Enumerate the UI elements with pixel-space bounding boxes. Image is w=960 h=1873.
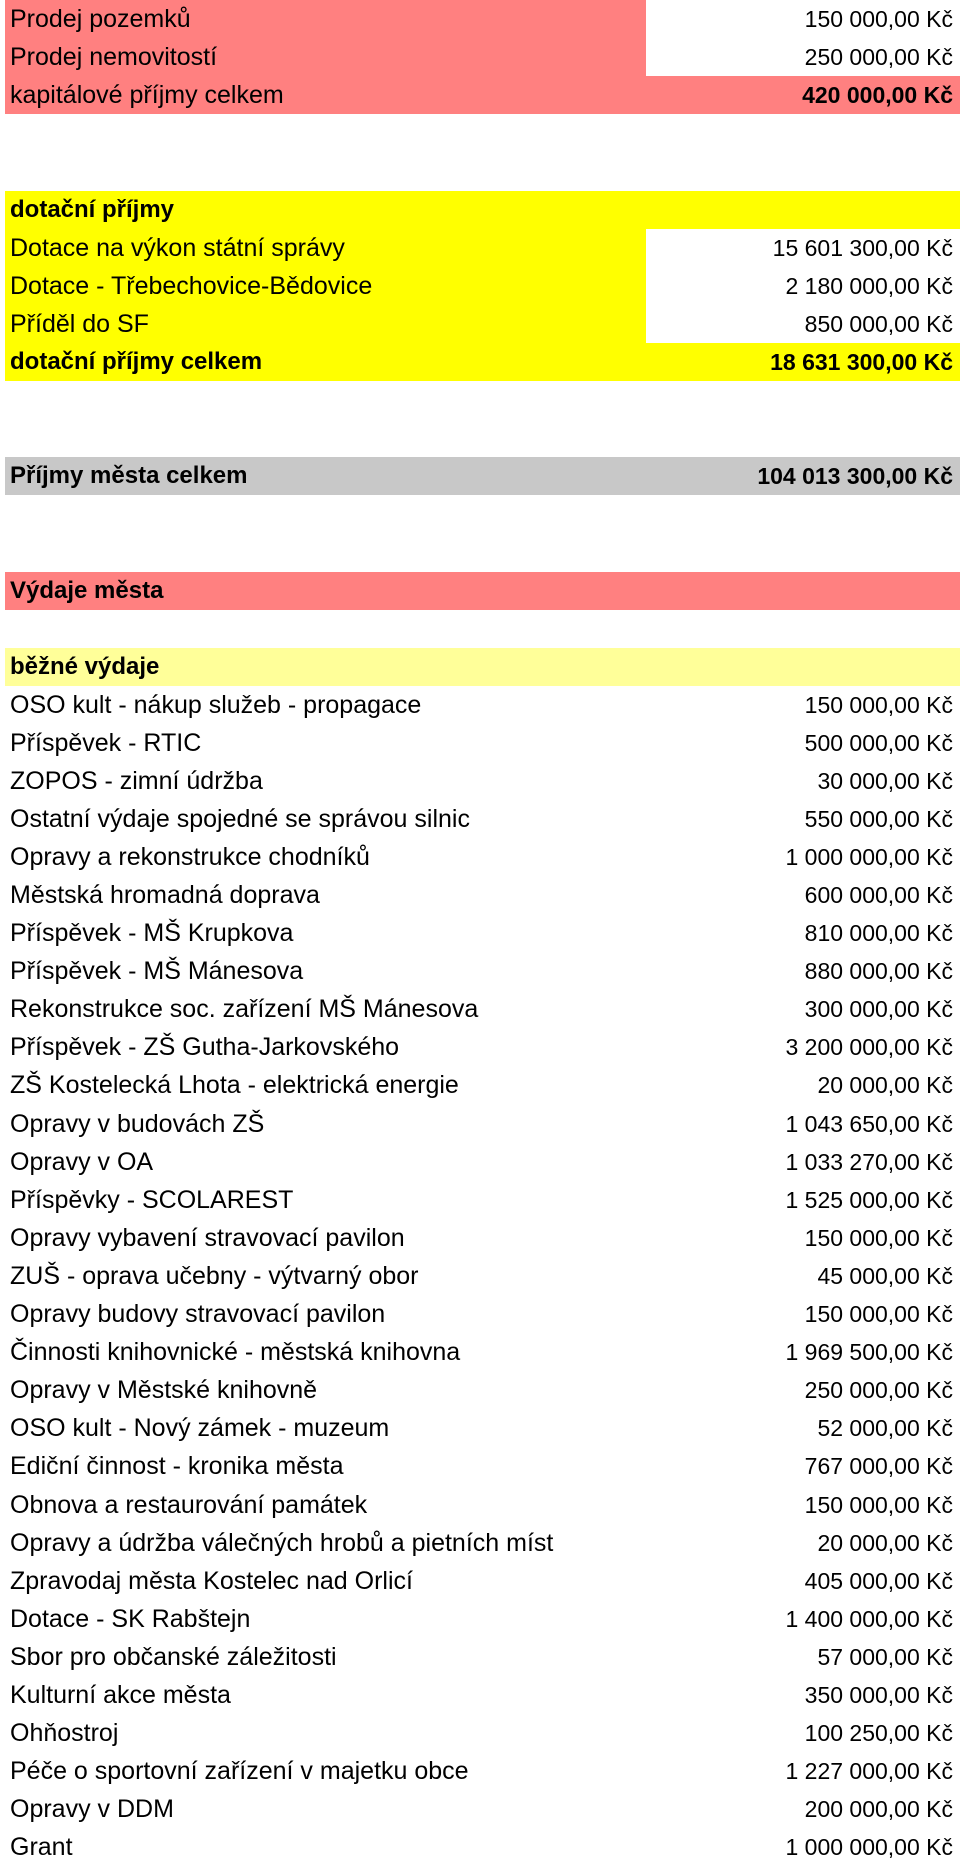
expense-label: Opravy vybavení stravovací pavilon [10, 1223, 405, 1252]
expense-value: 405 000,00 Kč [804, 1567, 953, 1594]
expense-row [5, 1105, 960, 1143]
expense-row [5, 1600, 960, 1638]
expense-label: Opravy v budovách ZŠ [10, 1109, 265, 1138]
expense-label: Kulturní akce města [10, 1680, 231, 1709]
row-label: Příděl do SF [5, 305, 646, 343]
row-label: Dotace - Třebechovice-Bědovice [5, 267, 646, 305]
expense-row [5, 1486, 960, 1524]
expense-label: ZŠ Kostelecká Lhota - elektrická energie [10, 1071, 459, 1100]
expense-label: Opravy v Městské knihovně [10, 1376, 318, 1405]
expense-value: 500 000,00 Kč [804, 729, 953, 756]
expense-value: 1 525 000,00 Kč [785, 1186, 953, 1213]
expense-value: 150 000,00 Kč [804, 1491, 953, 1518]
expense-label: Péče o sportovní zařízení v majetku obce [10, 1757, 469, 1786]
expense-row [5, 1410, 960, 1448]
expense-row [5, 762, 960, 800]
row-value: 150 000,00 Kč [804, 6, 953, 32]
expense-label: Příspěvek - MŠ Mánesova [10, 957, 304, 986]
expense-row [5, 1372, 960, 1410]
expense-value: 100 250,00 Kč [804, 1720, 953, 1747]
expense-row [5, 1715, 960, 1753]
row-value: 850 000,00 Kč [804, 311, 953, 337]
expense-value: 300 000,00 Kč [804, 996, 953, 1023]
expense-value: 1 969 500,00 Kč [785, 1339, 953, 1366]
row-label: kapitálové příjmy celkem [10, 81, 284, 109]
subsidy-income-total-row [5, 343, 960, 381]
expense-row [5, 1753, 960, 1791]
expense-label: Zpravodaj města Kostelec nad Orlicí [10, 1566, 413, 1595]
expense-label: Dotace - SK Rabštejn [10, 1604, 251, 1633]
expense-row [5, 1524, 960, 1562]
expense-value: 1 227 000,00 Kč [785, 1758, 953, 1785]
expense-row [5, 800, 960, 838]
expense-label: Příspěvek - ZŠ Gutha-Jarkovského [10, 1033, 400, 1062]
expense-label: Ohňostroj [10, 1719, 119, 1748]
expense-label: Ediční činnost - kronika města [10, 1452, 344, 1481]
expense-row [5, 1029, 960, 1067]
expense-value: 1 000 000,00 Kč [785, 1834, 953, 1861]
expense-value: 1 000 000,00 Kč [785, 843, 953, 870]
expense-label: Příspěvek - RTIC [10, 728, 202, 757]
expense-row [5, 953, 960, 991]
expense-row [5, 1829, 960, 1867]
expense-value: 350 000,00 Kč [804, 1681, 953, 1708]
expense-value: 57 000,00 Kč [817, 1643, 953, 1670]
expense-row [5, 991, 960, 1029]
row-value: 15 601 300,00 Kč [772, 235, 953, 261]
expense-row [5, 1448, 960, 1486]
income-total-row [5, 457, 960, 495]
expense-label: ZOPOS - zimní údržba [10, 766, 263, 795]
expense-value: 3 200 000,00 Kč [785, 1034, 953, 1061]
expenses-header-row [5, 572, 960, 610]
expense-row [5, 1219, 960, 1257]
expense-label: Obnova a restaurování památek [10, 1490, 368, 1519]
row-label: Prodej nemovitostí [5, 38, 646, 76]
subsidy-income-row [5, 267, 960, 305]
row-value: 18 631 300,00 Kč [770, 349, 953, 375]
subsidy-income-row [5, 305, 960, 343]
expense-row [5, 876, 960, 914]
expense-label: Příspěvek - MŠ Krupkova [10, 919, 294, 948]
expense-value: 150 000,00 Kč [804, 1224, 953, 1251]
expense-value: 250 000,00 Kč [804, 1377, 953, 1404]
row-value: 250 000,00 Kč [804, 44, 953, 70]
expense-row [5, 1257, 960, 1295]
subsidy-income-header [5, 191, 960, 229]
expense-label: Činnosti knihovnické - městská knihovna [10, 1338, 461, 1367]
capital-income-total-row [5, 76, 960, 114]
capital-income-row [5, 0, 960, 38]
expense-value: 150 000,00 Kč [804, 691, 953, 718]
expense-label: Příspěvky - SCOLAREST [10, 1185, 294, 1214]
expense-value: 767 000,00 Kč [804, 1453, 953, 1480]
expense-label: Opravy a rekonstrukce chodníků [10, 842, 370, 871]
expense-value: 52 000,00 Kč [817, 1415, 953, 1442]
row-value: 104 013 300,00 Kč [757, 463, 953, 489]
expense-value: 150 000,00 Kč [804, 1301, 953, 1328]
row-label: Příjmy města celkem [10, 462, 248, 489]
expense-row [5, 1181, 960, 1219]
section-header: Výdaje města [10, 577, 164, 604]
expense-value: 200 000,00 Kč [804, 1796, 953, 1823]
expense-value: 1 400 000,00 Kč [785, 1605, 953, 1632]
expense-value: 45 000,00 Kč [817, 1262, 953, 1289]
expense-value: 810 000,00 Kč [804, 920, 953, 947]
expense-list [0, 686, 960, 1867]
expense-label: Městská hromadná doprava [10, 881, 320, 910]
expense-value: 880 000,00 Kč [804, 958, 953, 985]
row-label: Prodej pozemků [5, 0, 646, 38]
expense-label: Opravy v OA [10, 1147, 154, 1176]
section-header: dotační příjmy [10, 196, 175, 223]
expense-label: Opravy a údržba válečných hrobů a pietních míst [10, 1528, 554, 1557]
expense-row [5, 1676, 960, 1714]
section-header: běžné výdaje [10, 653, 160, 680]
expense-label: Grant [10, 1833, 73, 1862]
expense-value: 550 000,00 Kč [804, 805, 953, 832]
expense-label: Rekonstrukce soc. zařízení MŠ Mánesova [10, 995, 479, 1024]
row-value: 2 180 000,00 Kč [785, 273, 953, 299]
current-expenses-header-row [5, 648, 960, 686]
expense-label: Opravy v DDM [10, 1795, 174, 1824]
expense-value: 600 000,00 Kč [804, 882, 953, 909]
expense-value: 20 000,00 Kč [817, 1072, 953, 1099]
expense-label: Opravy budovy stravovací pavilon [10, 1300, 386, 1329]
expense-row [5, 1334, 960, 1372]
row-label: Dotace na výkon státní správy [5, 229, 646, 267]
row-value: 420 000,00 Kč [802, 82, 953, 108]
expense-label: OSO kult - nákup služeb - propagace [10, 690, 422, 719]
expense-value: 1 043 650,00 Kč [785, 1110, 953, 1137]
expense-label: Ostatní výdaje spojedné se správou silnic [10, 804, 470, 833]
expense-value: 1 033 270,00 Kč [785, 1148, 953, 1175]
expense-row [5, 838, 960, 876]
expense-label: ZUŠ - oprava učebny - výtvarný obor [10, 1261, 419, 1290]
capital-income-row [5, 38, 960, 76]
expense-row [5, 1143, 960, 1181]
expense-row [5, 915, 960, 953]
expense-value: 20 000,00 Kč [817, 1529, 953, 1556]
expense-row [5, 1296, 960, 1334]
expense-row [5, 1067, 960, 1105]
expense-value: 30 000,00 Kč [817, 767, 953, 794]
expense-row [5, 1562, 960, 1600]
expense-row [5, 686, 960, 724]
expense-label: Sbor pro občanské záležitosti [10, 1642, 337, 1671]
expense-label: OSO kult - Nový zámek - muzeum [10, 1414, 390, 1443]
expense-row [5, 1638, 960, 1676]
expense-row [5, 1791, 960, 1829]
expense-row [5, 724, 960, 762]
row-label: dotační příjmy celkem [10, 348, 263, 375]
subsidy-income-row [5, 229, 960, 267]
